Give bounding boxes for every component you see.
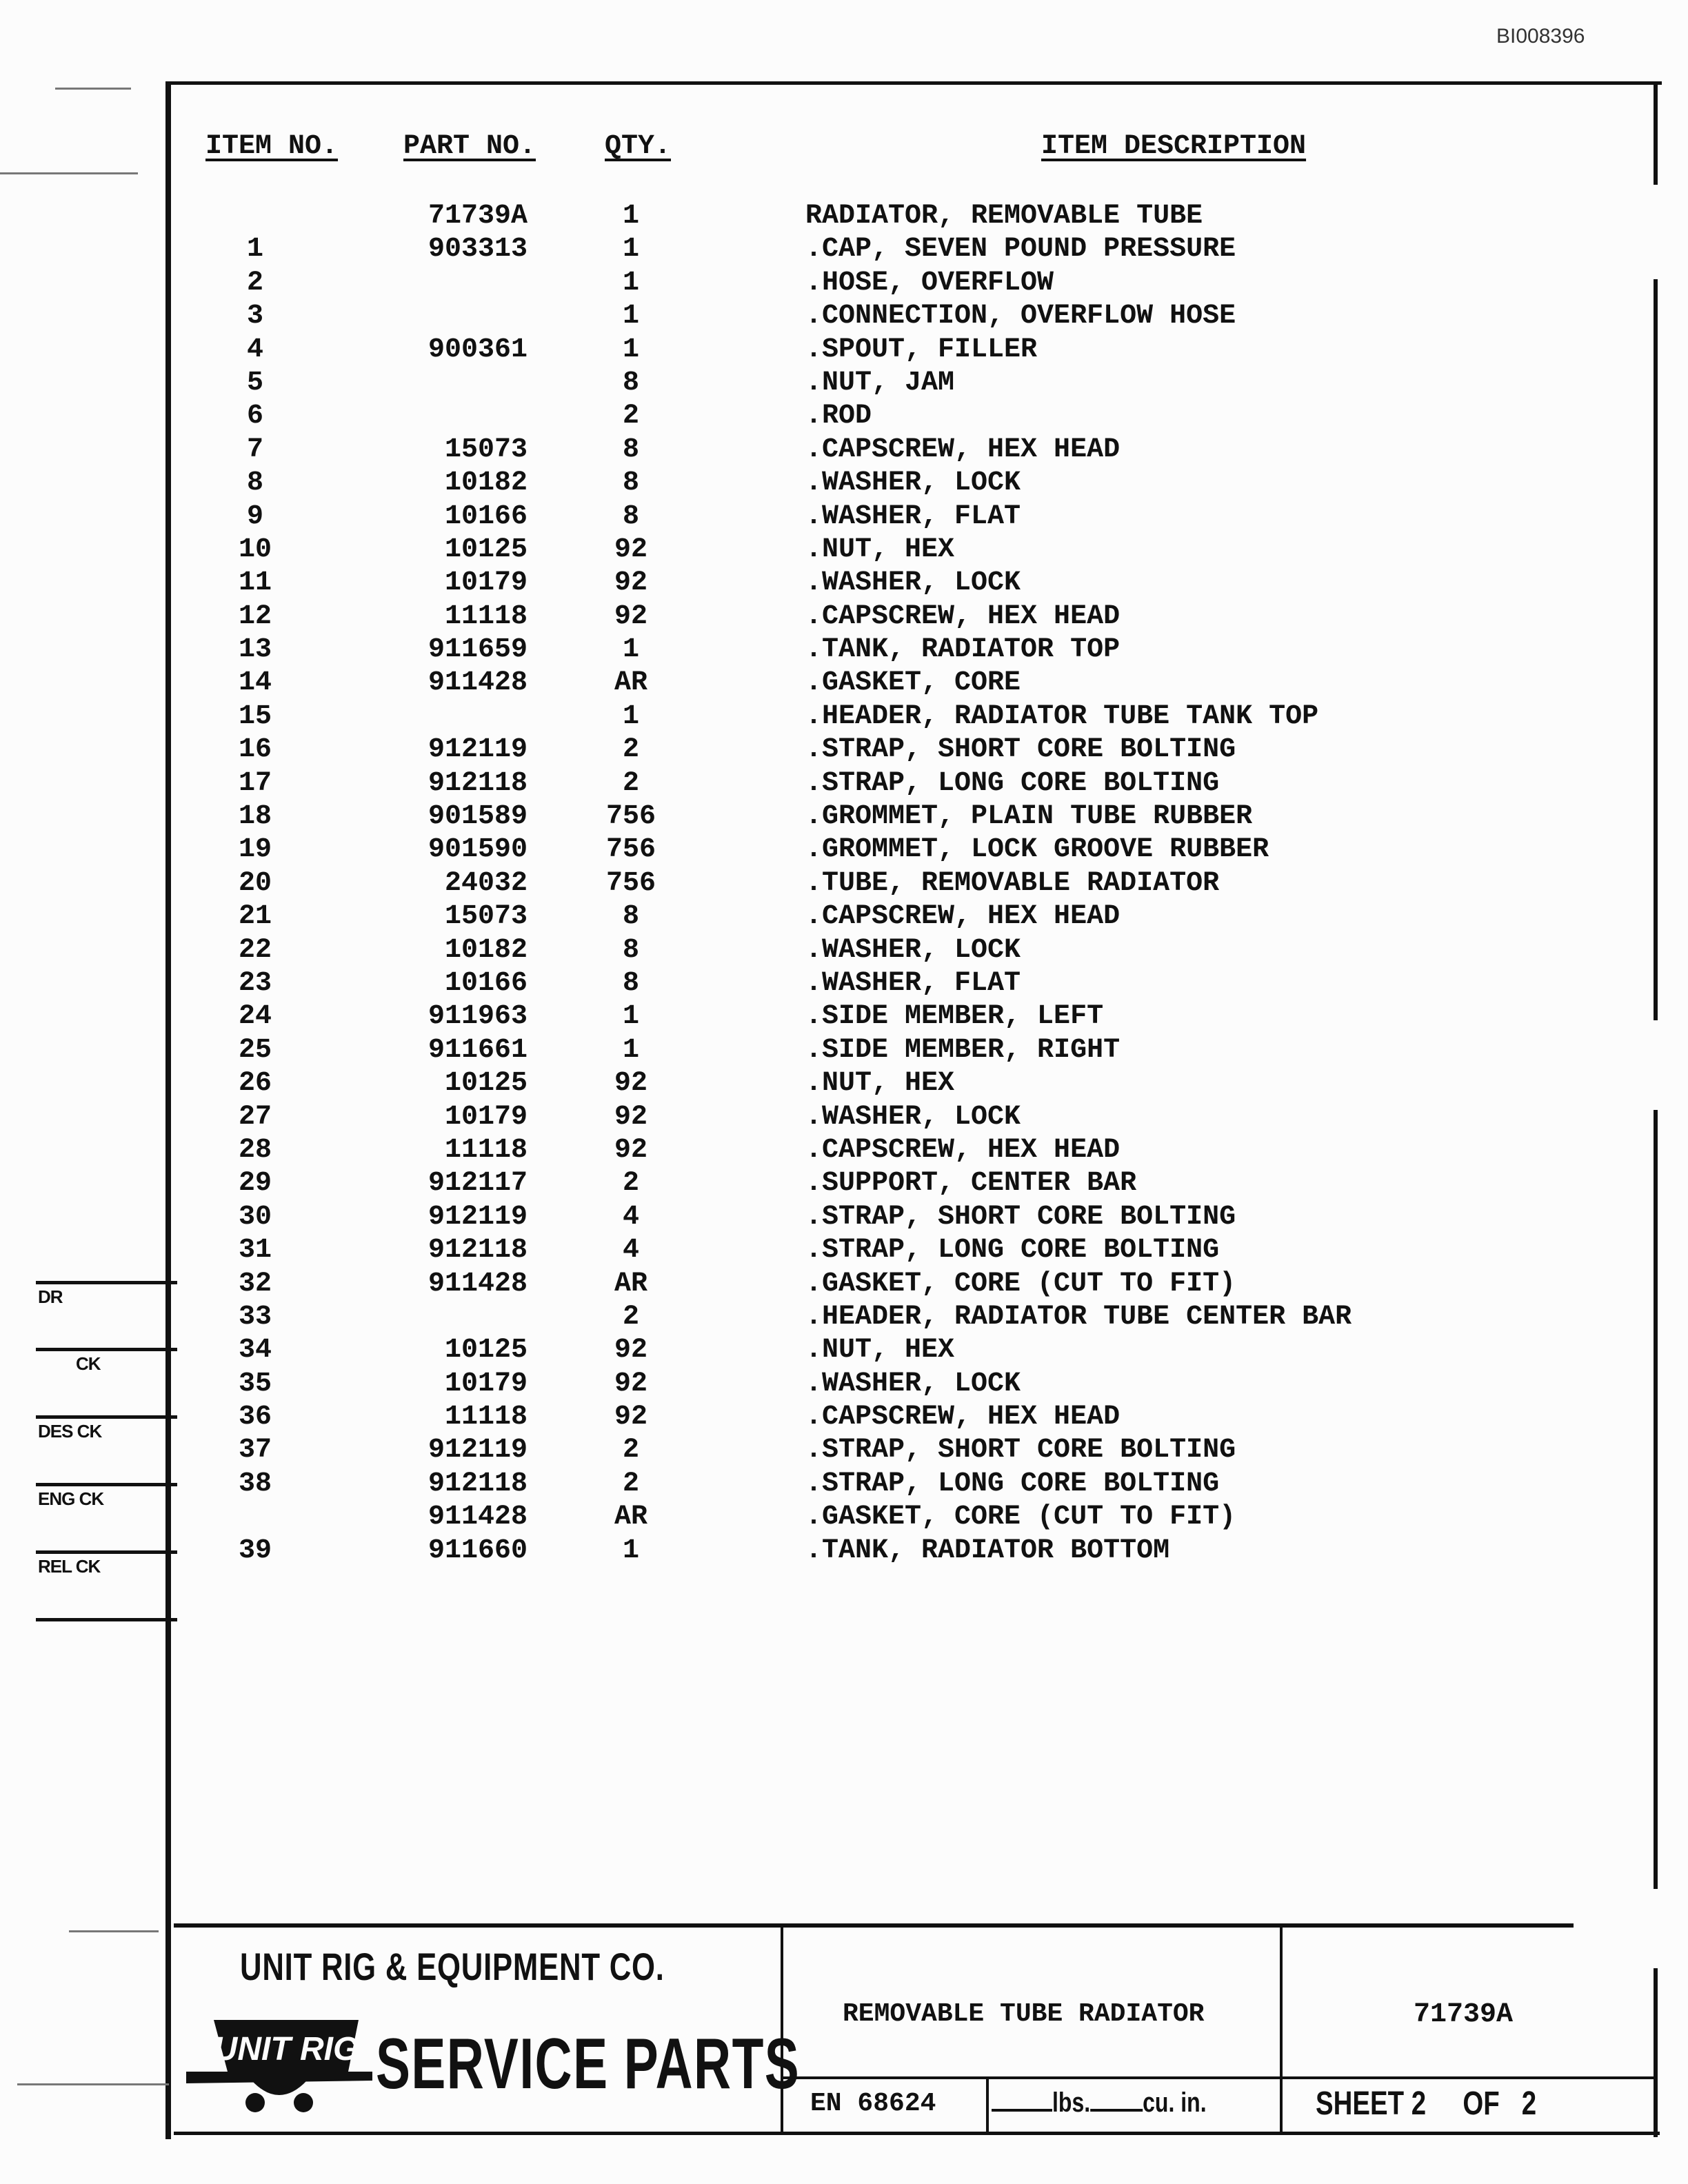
header-item-no: ITEM NO. [205, 131, 339, 162]
part-number: 901590 [428, 834, 528, 866]
en-number: EN 68624 [810, 2089, 936, 2119]
item-description: .GASKET, CORE (CUT TO FIT) [805, 1502, 1236, 1533]
item-description: .CAPSCREW, HEX HEAD [805, 1402, 1121, 1433]
quantity: 8 [622, 967, 639, 999]
item-number: 34 [238, 1335, 272, 1366]
quantity: 4 [622, 1235, 639, 1266]
part-number: 901589 [428, 801, 528, 833]
item-description: .HEADER, RADIATOR TUBE CENTER BAR [805, 1301, 1352, 1333]
sidebar-line [36, 1415, 177, 1419]
table-row [0, 233, 1688, 266]
item-number: 14 [238, 667, 272, 699]
quantity: 756 [605, 801, 656, 833]
cu-in-label: cu. in. [1143, 2087, 1207, 2118]
item-number: 18 [238, 801, 272, 833]
table-header [0, 131, 1688, 172]
margin-mark [55, 88, 131, 90]
sheet-number: 2 [1411, 2085, 1427, 2122]
item-description: .CAPSCREW, HEX HEAD [805, 1134, 1121, 1166]
quantity: 2 [622, 1435, 639, 1466]
quantity: 8 [622, 367, 639, 398]
quantity: 756 [605, 834, 656, 866]
part-number: 10166 [444, 967, 528, 999]
item-number: 21 [238, 901, 272, 933]
quantity: 2 [622, 1468, 639, 1499]
table-row [0, 501, 1688, 534]
item-description: .CAP, SEVEN POUND PRESSURE [805, 234, 1236, 265]
item-number: 19 [238, 834, 272, 866]
quantity: 92 [614, 1068, 647, 1100]
item-number: 37 [238, 1435, 272, 1466]
document-id: BI008396 [1496, 25, 1585, 48]
item-number: 9 [246, 501, 263, 532]
table-row [0, 534, 1688, 567]
table-row [0, 1067, 1688, 1100]
part-number: 10166 [444, 501, 528, 532]
table-row [0, 600, 1688, 634]
table-row [0, 367, 1688, 400]
part-number: 912119 [428, 1435, 528, 1466]
quantity: 8 [622, 467, 639, 499]
part-number: 912117 [428, 1168, 528, 1200]
item-description: .SIDE MEMBER, LEFT [805, 1001, 1104, 1033]
quantity: 92 [614, 567, 647, 599]
quantity: 8 [622, 501, 639, 532]
table-row [0, 667, 1688, 700]
sidebar-label-ck: CK [76, 1353, 101, 1374]
item-description: .NUT, HEX [805, 1068, 955, 1100]
item-number: 2 [246, 267, 263, 299]
table-row [0, 300, 1688, 333]
item-description: .WASHER, FLAT [805, 967, 1021, 999]
sidebar-label-eng-ck: ENG CK [38, 1488, 104, 1509]
title-block-divider [781, 2076, 1656, 2079]
weight-blank [992, 2088, 1052, 2112]
title-block-divider [986, 2076, 989, 2132]
table-row [0, 1134, 1688, 1167]
lbs-label: lbs. [1052, 2087, 1091, 2118]
table-row [0, 1368, 1688, 1401]
item-number: 11 [238, 567, 272, 599]
table-row [0, 1167, 1688, 1200]
part-number: 15073 [444, 434, 528, 465]
parts-table [0, 200, 1688, 1568]
table-row [0, 1334, 1688, 1367]
item-number: 4 [246, 334, 263, 365]
item-number: 38 [238, 1468, 272, 1499]
table-row [0, 1468, 1688, 1501]
quantity: 756 [605, 867, 656, 899]
item-number: 26 [238, 1068, 272, 1100]
sidebar-label-rel-ck: REL CK [38, 1556, 101, 1577]
item-number: 5 [246, 367, 263, 398]
quantity: 1 [622, 267, 639, 299]
item-number: 22 [238, 934, 272, 966]
item-description: .CONNECTION, OVERFLOW HOSE [805, 301, 1236, 332]
table-row [0, 467, 1688, 500]
item-description: .TANK, RADIATOR BOTTOM [805, 1535, 1170, 1566]
quantity: 1 [622, 1034, 639, 1066]
quantity: 1 [622, 301, 639, 332]
part-number: 911963 [428, 1001, 528, 1033]
item-description: .SPOUT, FILLER [805, 334, 1038, 365]
frame-border-top [165, 81, 1662, 85]
part-number: 10179 [444, 567, 528, 599]
item-description: .WASHER, LOCK [805, 934, 1021, 966]
table-row [0, 567, 1688, 600]
item-number: 23 [238, 967, 272, 999]
part-number: 10125 [444, 1068, 528, 1100]
quantity: 8 [622, 934, 639, 966]
part-number: 10182 [444, 934, 528, 966]
table-row [0, 1301, 1688, 1334]
table-row [0, 934, 1688, 967]
part-number: 912119 [428, 1201, 528, 1233]
quantity: 2 [622, 767, 639, 799]
item-description: .STRAP, LONG CORE BOLTING [805, 767, 1220, 799]
quantity: 1 [622, 700, 639, 732]
item-number: 8 [246, 467, 263, 499]
part-number: 10125 [444, 534, 528, 565]
quantity: 92 [614, 1101, 647, 1133]
item-description: .CAPSCREW, HEX HEAD [805, 434, 1121, 465]
part-number: 11118 [444, 1134, 528, 1166]
sidebar-line [36, 1483, 177, 1486]
part-number: 911428 [428, 1268, 528, 1300]
quantity: 2 [622, 401, 639, 432]
title-block-divider [1280, 1928, 1283, 2132]
quantity: 2 [622, 734, 639, 766]
volume-blank [1090, 2088, 1143, 2112]
quantity: 1 [622, 201, 639, 232]
part-number: 903313 [428, 234, 528, 265]
part-number: 912119 [428, 734, 528, 766]
item-description: .SUPPORT, CENTER BAR [805, 1168, 1137, 1200]
quantity: 8 [622, 434, 639, 465]
table-row [0, 267, 1688, 300]
item-description: .GROMMET, LOCK GROOVE RUBBER [805, 834, 1269, 866]
table-row [0, 1201, 1688, 1234]
table-row [0, 1501, 1688, 1534]
quantity: 92 [614, 1368, 647, 1399]
logo-lettering: UNIT RIG [213, 2031, 359, 2067]
drawing-title: REMOVABLE TUBE RADIATOR [843, 1999, 1205, 2029]
table-row [0, 700, 1688, 734]
table-row [0, 867, 1688, 900]
part-number: 912118 [428, 1235, 528, 1266]
quantity: 8 [622, 901, 639, 933]
table-row [0, 1000, 1688, 1033]
quantity: AR [614, 667, 647, 699]
item-number: 39 [238, 1535, 272, 1566]
item-description: .STRAP, LONG CORE BOLTING [805, 1468, 1220, 1499]
sheet-label: SHEET [1316, 2085, 1405, 2122]
frame-border-right [1654, 1968, 1658, 2137]
quantity: AR [614, 1502, 647, 1533]
quantity: AR [614, 1268, 647, 1300]
part-number: 911659 [428, 634, 528, 666]
margin-mark [0, 172, 138, 174]
part-number: 24032 [444, 867, 528, 899]
item-description: .STRAP, SHORT CORE BOLTING [805, 734, 1236, 766]
part-number: 15073 [444, 901, 528, 933]
part-number: 71739A [428, 201, 528, 232]
item-number: 13 [238, 634, 272, 666]
sheet-field [1316, 2085, 1536, 2123]
table-row [0, 1101, 1688, 1134]
table-row [0, 1034, 1688, 1067]
table-row [0, 634, 1688, 667]
item-number: 29 [238, 1168, 272, 1200]
item-description: .ROD [805, 401, 872, 432]
part-number: 911661 [428, 1034, 528, 1066]
item-description: .HOSE, OVERFLOW [805, 267, 1054, 299]
table-row [0, 1268, 1688, 1301]
table-row [0, 967, 1688, 1000]
item-number: 27 [238, 1101, 272, 1133]
quantity: 1 [622, 1535, 639, 1566]
table-row [0, 200, 1688, 233]
weight-volume-field [992, 2087, 1207, 2119]
item-description: .GASKET, CORE (CUT TO FIT) [805, 1268, 1236, 1300]
part-number: 10125 [444, 1335, 528, 1366]
quantity: 1 [622, 634, 639, 666]
quantity: 1 [622, 334, 639, 365]
item-number: 15 [238, 700, 272, 732]
item-description: .WASHER, LOCK [805, 1368, 1021, 1399]
sidebar-line [36, 1348, 177, 1351]
part-number: 911428 [428, 1502, 528, 1533]
quantity: 2 [622, 1168, 639, 1200]
quantity: 92 [614, 1335, 647, 1366]
item-description: .TUBE, REMOVABLE RADIATOR [805, 867, 1220, 899]
quantity: 1 [622, 1001, 639, 1033]
table-row [0, 800, 1688, 833]
item-number: 16 [238, 734, 272, 766]
item-description: .WASHER, FLAT [805, 501, 1021, 532]
table-row [0, 900, 1688, 933]
margin-mark [17, 2083, 169, 2085]
table-row [0, 1234, 1688, 1267]
item-description: .TANK, RADIATOR TOP [805, 634, 1121, 666]
table-row [0, 1535, 1688, 1568]
part-number: 10182 [444, 467, 528, 499]
item-description: .STRAP, LONG CORE BOLTING [805, 1235, 1220, 1266]
item-description: RADIATOR, REMOVABLE TUBE [805, 201, 1203, 232]
item-description: .WASHER, LOCK [805, 1101, 1021, 1133]
item-number: 12 [238, 600, 272, 632]
table-row [0, 1401, 1688, 1434]
table-row [0, 400, 1688, 433]
header-part-no: PART NO. [403, 131, 536, 162]
part-number: 11118 [444, 600, 528, 632]
table-row [0, 734, 1688, 767]
item-number: 1 [246, 234, 263, 265]
sidebar-label-des-ck: DES CK [38, 1421, 102, 1442]
company-name: UNIT RIG & EQUIPMENT CO. [240, 1945, 665, 1988]
part-number: 912118 [428, 1468, 528, 1499]
item-number: 24 [238, 1001, 272, 1033]
part-number: 10179 [444, 1368, 528, 1399]
item-number: 25 [238, 1034, 272, 1066]
sheet-total: 2 [1521, 2085, 1537, 2122]
part-number: 900361 [428, 334, 528, 365]
item-number: 7 [246, 434, 263, 465]
of-label: OF [1463, 2085, 1500, 2122]
item-description: .NUT, HEX [805, 534, 955, 565]
unit-rig-logo [186, 2006, 372, 2116]
item-number: 6 [246, 401, 263, 432]
item-description: .SIDE MEMBER, RIGHT [805, 1034, 1121, 1066]
header-description: ITEM DESCRIPTION [1041, 131, 1307, 162]
sidebar-line [36, 1281, 177, 1284]
margin-mark [69, 1930, 159, 1932]
part-number: 912118 [428, 767, 528, 799]
quantity: 4 [622, 1201, 639, 1233]
part-number: 11118 [444, 1402, 528, 1433]
item-number: 28 [238, 1134, 272, 1166]
frame-border-bottom [174, 2132, 1660, 2135]
quantity: 92 [614, 1134, 647, 1166]
part-number: 911660 [428, 1535, 528, 1566]
item-description: .GROMMET, PLAIN TUBE RUBBER [805, 801, 1253, 833]
table-row [0, 334, 1688, 367]
item-number: 35 [238, 1368, 272, 1399]
item-number: 17 [238, 767, 272, 799]
item-description: .WASHER, LOCK [805, 567, 1021, 599]
table-row [0, 833, 1688, 867]
sidebar-line [36, 1550, 177, 1554]
item-description: .NUT, HEX [805, 1335, 955, 1366]
item-description: .GASKET, CORE [805, 667, 1021, 699]
part-number: 10179 [444, 1101, 528, 1133]
sidebar-line [36, 1618, 177, 1621]
item-number: 33 [238, 1301, 272, 1333]
item-description: .CAPSCREW, HEX HEAD [805, 901, 1121, 933]
quantity: 92 [614, 1402, 647, 1433]
item-description: .STRAP, SHORT CORE BOLTING [805, 1201, 1236, 1233]
quantity: 2 [622, 1301, 639, 1333]
quantity: 1 [622, 234, 639, 265]
table-row [0, 434, 1688, 467]
sidebar-label-dr: DR [38, 1286, 63, 1307]
part-number: 911428 [428, 667, 528, 699]
table-row [0, 767, 1688, 800]
item-description: .HEADER, RADIATOR TUBE TANK TOP [805, 700, 1319, 732]
item-number: 30 [238, 1201, 272, 1233]
item-number: 20 [238, 867, 272, 899]
service-parts-label: SERVICE PARTS [376, 2024, 801, 2104]
header-qty: QTY. [605, 131, 672, 162]
item-description: .STRAP, SHORT CORE BOLTING [805, 1435, 1236, 1466]
item-number: 31 [238, 1235, 272, 1266]
item-number: 36 [238, 1402, 272, 1433]
quantity: 92 [614, 600, 647, 632]
item-description: .WASHER, LOCK [805, 467, 1021, 499]
item-number: 3 [246, 301, 263, 332]
drawing-part-number: 71739A [1414, 1999, 1514, 2030]
title-block-top-rule [174, 1923, 1574, 1928]
quantity: 92 [614, 534, 647, 565]
item-description: .CAPSCREW, HEX HEAD [805, 600, 1121, 632]
item-number: 10 [238, 534, 272, 565]
item-number: 32 [238, 1268, 272, 1300]
item-description: .NUT, JAM [805, 367, 955, 398]
table-row [0, 1434, 1688, 1467]
